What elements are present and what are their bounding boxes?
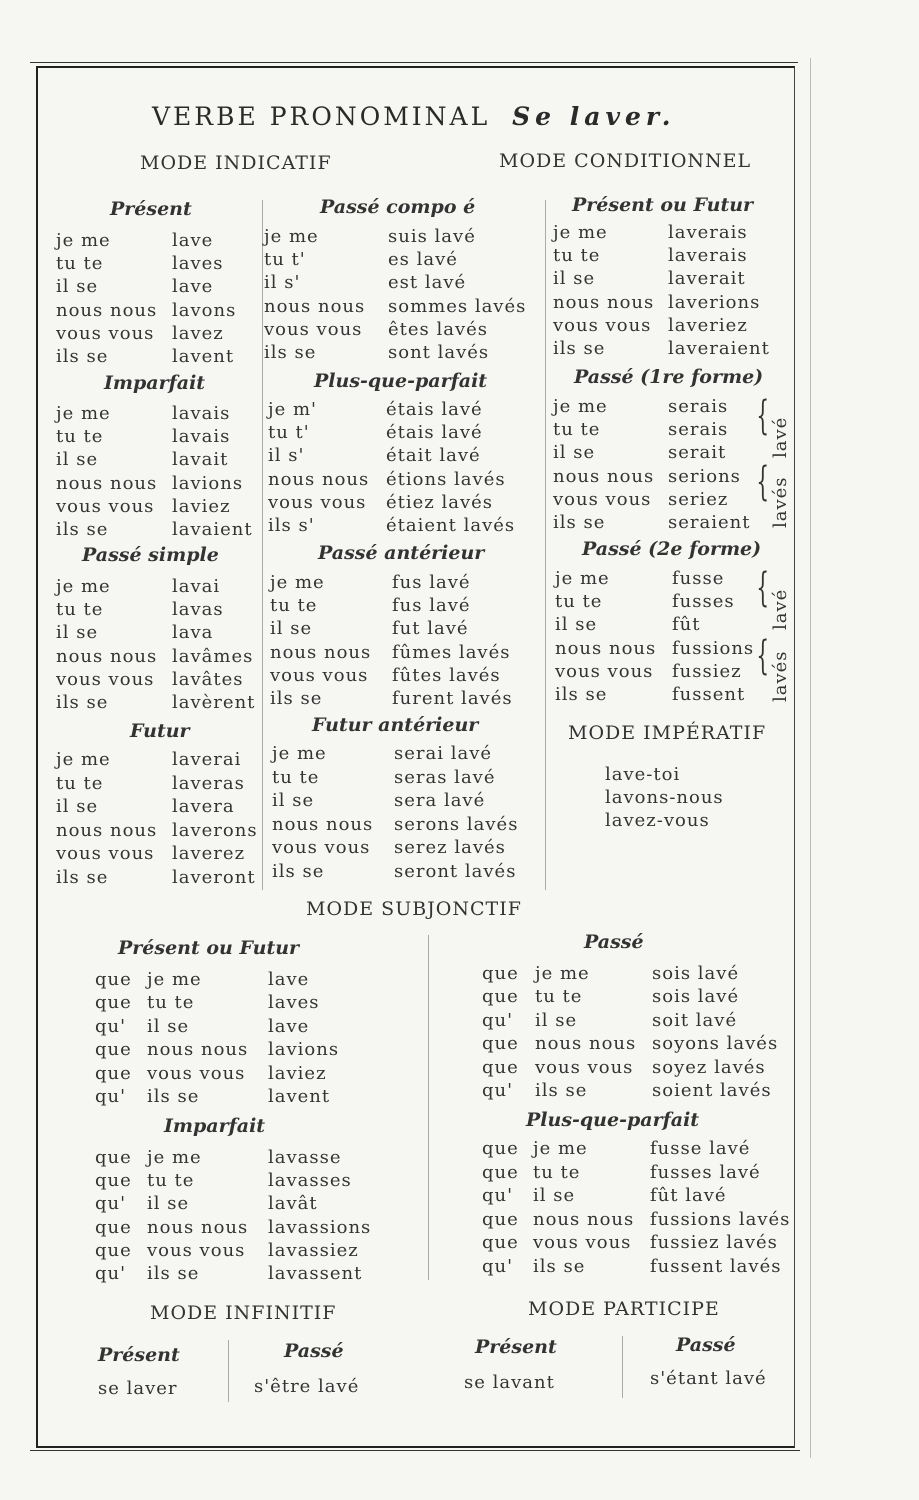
cond-present-cell: je me xyxy=(553,222,608,243)
subj-imparfait-cell: lavassiez xyxy=(268,1240,359,1261)
mode-imperatif-heading: MODE IMPÉRATIF xyxy=(568,722,767,744)
cond-p1-cell: nous nous xyxy=(553,466,655,487)
ind-pa-cell: fut lavé xyxy=(392,618,469,639)
cond-p2-cell: fussent xyxy=(672,684,746,705)
subj-passe-cell: que xyxy=(482,1033,519,1054)
subj-imparfait-cell: lavasses xyxy=(268,1170,352,1191)
mode-subjonctif-heading: MODE SUBJONCTIF xyxy=(306,898,522,920)
subj-present-cell: que xyxy=(95,1063,132,1084)
subj-present-cell: ils se xyxy=(147,1086,200,1107)
ind-imparfait-label: Imparfait xyxy=(104,372,206,394)
subj-present-cell: lavent xyxy=(268,1086,331,1107)
subj-passe-cell: nous nous xyxy=(535,1033,637,1054)
ind-imparfait-cell: vous vous xyxy=(56,496,155,517)
subj-passe-cell: tu te xyxy=(535,986,583,1007)
ind-pc-cell: est lavé xyxy=(388,272,467,293)
cond-p1-cell: seriez xyxy=(668,489,729,510)
ind-pqp-cell: étaient lavés xyxy=(386,515,516,536)
subj-pqp-label: Plus-que-parfait xyxy=(526,1109,700,1131)
subj-passe-cell: vous vous xyxy=(535,1057,634,1078)
brace: { xyxy=(756,565,770,611)
subj-imparfait-cell: que xyxy=(95,1147,132,1168)
subj-passe-cell: qu' xyxy=(482,1080,514,1101)
ind-fa-cell: ils se xyxy=(272,861,325,882)
ind-imparfait-cell: lavais xyxy=(172,426,231,447)
subj-passe-cell: qu' xyxy=(482,1010,514,1031)
subj-imparfait-cell: qu' xyxy=(95,1193,127,1214)
subj-imparfait-cell: que xyxy=(95,1217,132,1238)
cond-present-cell: vous vous xyxy=(553,315,652,336)
ind-ps-cell: lavèrent xyxy=(172,692,256,713)
ind-pqp-label: Plus-que-parfait xyxy=(314,370,488,392)
ind-fa-cell: serons lavés xyxy=(394,814,519,835)
ind-futur-cell: laverai xyxy=(172,749,242,770)
cond-p1-cell: serait xyxy=(668,442,727,463)
subj-passe-cell: que xyxy=(482,986,519,1007)
cond-p2-cell: fusses xyxy=(672,591,735,612)
column-separator xyxy=(228,1340,229,1402)
ind-present-cell: lave xyxy=(172,230,214,251)
ind-futur-cell: nous nous xyxy=(56,820,158,841)
subj-pqp-cell: vous vous xyxy=(533,1232,632,1253)
cond-p2-cell: fût xyxy=(672,614,701,635)
ind-pqp-cell: vous vous xyxy=(268,492,367,513)
ind-ps-label: Passé simple xyxy=(82,544,219,566)
ind-fa-cell: tu te xyxy=(272,767,320,788)
ind-pa-cell: fus lavé xyxy=(392,572,471,593)
subj-pqp-cell: je me xyxy=(533,1138,588,1159)
imperatif-form: lavez-vous xyxy=(605,810,710,831)
ind-pqp-cell: étions lavés xyxy=(386,469,506,490)
ind-pa-cell: fûtes lavés xyxy=(392,665,501,686)
cond-p2-cell: il se xyxy=(555,614,598,635)
subj-passe-cell: je me xyxy=(535,963,590,984)
cond-p2-cell: nous nous xyxy=(555,638,657,659)
ind-pa-cell: tu te xyxy=(270,595,318,616)
ind-imparfait-cell: il se xyxy=(56,449,99,470)
ind-pqp-cell: était lavé xyxy=(386,445,481,466)
ind-pa-cell: fus lavé xyxy=(392,595,471,616)
subj-present-cell: lave xyxy=(268,969,310,990)
ind-futur-cell: tu te xyxy=(56,773,104,794)
top-rule xyxy=(30,62,798,63)
ind-imparfait-cell: nous nous xyxy=(56,473,158,494)
cond-present-cell: il se xyxy=(553,268,596,289)
subj-pqp-cell: fusses lavé xyxy=(650,1162,761,1183)
ind-futur-cell: je me xyxy=(56,749,111,770)
ind-ps-cell: lavâtes xyxy=(172,669,244,690)
cond-p1-cell: je me xyxy=(553,396,608,417)
ind-futur-cell: laveras xyxy=(172,773,245,794)
subj-pqp-cell: que xyxy=(482,1232,519,1253)
subj-pqp-cell: que xyxy=(482,1162,519,1183)
subj-imparfait-cell: lavassions xyxy=(268,1217,372,1238)
mode-participe-heading: MODE PARTICIPE xyxy=(528,1298,720,1320)
ind-pa-cell: furent lavés xyxy=(392,688,513,709)
subj-passe-cell: il se xyxy=(535,1010,578,1031)
ind-pa-cell: je me xyxy=(270,572,325,593)
column-separator xyxy=(262,200,263,890)
ind-present-cell: laves xyxy=(172,253,224,274)
subj-passe-cell: que xyxy=(482,1057,519,1078)
ind-imparfait-cell: lavions xyxy=(172,473,244,494)
ind-fa-label: Futur antérieur xyxy=(312,714,479,736)
column-separator xyxy=(428,935,429,1280)
ind-pc-cell: il s' xyxy=(264,272,301,293)
subj-imparfait-cell: lavât xyxy=(268,1193,318,1214)
ind-pc-label: Passé compo é xyxy=(320,196,476,218)
ind-pc-cell: tu t' xyxy=(264,249,306,270)
ind-present-cell: lavez xyxy=(172,323,224,344)
subj-imparfait-cell: je me xyxy=(147,1147,202,1168)
cond-p2-cell: fusse xyxy=(672,568,725,589)
cond-p1-cell: serions xyxy=(668,466,741,487)
subj-imparfait-cell: tu te xyxy=(147,1170,195,1191)
column-separator xyxy=(622,1336,623,1398)
participe-passe-label: Passé xyxy=(676,1334,736,1356)
ind-pa-cell: vous vous xyxy=(270,665,369,686)
subj-present-cell: vous vous xyxy=(147,1063,246,1084)
cond-p1-cell: seraient xyxy=(668,512,751,533)
subj-pqp-cell: que xyxy=(482,1138,519,1159)
ind-pc-cell: je me xyxy=(264,226,319,247)
cond-p2-label: Passé (2e forme) xyxy=(582,538,762,560)
ind-pc-cell: ils se xyxy=(264,342,317,363)
cond-p2-cell: vous vous xyxy=(555,661,654,682)
subj-passe-cell: soient lavés xyxy=(652,1080,772,1101)
ind-present-cell: ils se xyxy=(56,346,109,367)
subj-imparfait-cell: qu' xyxy=(95,1263,127,1284)
subj-present-cell: qu' xyxy=(95,1016,127,1037)
cond-p1-cell: ils se xyxy=(553,512,606,533)
cond-p1-cell: serais xyxy=(668,419,729,440)
ind-pc-cell: es lavé xyxy=(388,249,458,270)
cond-p1-cell: tu te xyxy=(553,419,601,440)
ind-fa-cell: je me xyxy=(272,743,327,764)
ind-present-cell: il se xyxy=(56,276,99,297)
subj-present-label: Présent ou Futur xyxy=(118,937,300,959)
ind-imparfait-cell: lavais xyxy=(172,403,231,424)
ind-present-label: Présent xyxy=(110,198,192,220)
subj-present-cell: lave xyxy=(268,1016,310,1037)
subj-present-cell: lavions xyxy=(268,1039,340,1060)
p2-plural-participle: lavés xyxy=(770,650,791,702)
ind-pqp-cell: étais lavé xyxy=(386,399,483,420)
brace: { xyxy=(756,393,770,439)
subj-imparfait-cell: nous nous xyxy=(147,1217,249,1238)
subj-imparfait-cell: que xyxy=(95,1240,132,1261)
subj-passe-label: Passé xyxy=(584,931,644,953)
cond-p2-cell: je me xyxy=(555,568,610,589)
ind-imparfait-cell: tu te xyxy=(56,426,104,447)
subj-present-cell: qu' xyxy=(95,1086,127,1107)
subj-pqp-cell: que xyxy=(482,1209,519,1230)
ind-ps-cell: vous vous xyxy=(56,669,155,690)
subj-pqp-cell: tu te xyxy=(533,1162,581,1183)
subj-pqp-cell: il se xyxy=(533,1185,576,1206)
subj-present-cell: laves xyxy=(268,992,320,1013)
cond-present-cell: laveriez xyxy=(668,315,748,336)
ind-futur-cell: laverez xyxy=(172,843,246,864)
participe-passe: s'étant lavé xyxy=(650,1368,767,1389)
ind-fa-cell: seras lavé xyxy=(394,767,496,788)
infinitif-present-label: Présent xyxy=(98,1344,180,1366)
cond-p2-cell: fussiez xyxy=(672,661,742,682)
subj-imparfait-cell: il se xyxy=(147,1193,190,1214)
infinitif-passe-label: Passé xyxy=(284,1340,344,1362)
column-separator xyxy=(545,200,546,890)
ind-ps-cell: lava xyxy=(172,622,214,643)
subj-imparfait-cell: lavasse xyxy=(268,1147,342,1168)
subj-passe-cell: soit lavé xyxy=(652,1010,738,1031)
ind-fa-cell: serez lavés xyxy=(394,837,506,858)
cond-p1-cell: il se xyxy=(553,442,596,463)
ind-ps-cell: nous nous xyxy=(56,646,158,667)
ind-ps-cell: lavâmes xyxy=(172,646,254,667)
ind-fa-cell: il se xyxy=(272,790,315,811)
ind-pa-cell: il se xyxy=(270,618,313,639)
cond-present-cell: ils se xyxy=(553,338,606,359)
subj-pqp-cell: fût lavé xyxy=(650,1185,727,1206)
ind-present-cell: vous vous xyxy=(56,323,155,344)
ind-fa-cell: serai lavé xyxy=(394,743,493,764)
ind-pa-cell: nous nous xyxy=(270,642,372,663)
ind-ps-cell: il se xyxy=(56,622,99,643)
ind-ps-cell: lavai xyxy=(172,576,221,597)
subj-passe-cell: sois lavé xyxy=(652,986,740,1007)
ind-ps-cell: ils se xyxy=(56,692,109,713)
subj-present-cell: il se xyxy=(147,1016,190,1037)
subj-passe-cell: soyons lavés xyxy=(652,1033,779,1054)
imperatif-form: lave-toi xyxy=(605,764,681,785)
subj-imparfait-cell: que xyxy=(95,1170,132,1191)
subj-present-cell: nous nous xyxy=(147,1039,249,1060)
ind-pc-cell: vous vous xyxy=(264,319,363,340)
ind-futur-cell: laverons xyxy=(172,820,258,841)
cond-p2-cell: fussions xyxy=(672,638,755,659)
ind-imparfait-cell: je me xyxy=(56,403,111,424)
ind-fa-cell: sera lavé xyxy=(394,790,486,811)
mode-indicatif-heading: MODE INDICATIF xyxy=(140,152,332,174)
ind-imparfait-cell: lavaient xyxy=(172,519,253,540)
page-title: VERBE PRONOMINAL Se laver. xyxy=(152,102,676,131)
cond-p2-cell: ils se xyxy=(555,684,608,705)
ind-futur-cell: laveront xyxy=(172,867,256,888)
ind-present-cell: je me xyxy=(56,230,111,251)
subj-passe-cell: que xyxy=(482,963,519,984)
infinitif-passe: s'être lavé xyxy=(254,1376,360,1397)
subj-imparfait-cell: vous vous xyxy=(147,1240,246,1261)
subj-passe-cell: ils se xyxy=(535,1080,588,1101)
ind-pqp-cell: étiez lavés xyxy=(386,492,494,513)
p1-singular-participle: lavé xyxy=(770,416,791,458)
subj-imparfait-label: Imparfait xyxy=(164,1115,266,1137)
ind-present-cell: lavent xyxy=(172,346,235,367)
p1-plural-participle: lavés xyxy=(770,476,791,528)
subj-present-cell: je me xyxy=(147,969,202,990)
ind-pc-cell: suis lavé xyxy=(388,226,476,247)
ind-imparfait-cell: laviez xyxy=(172,496,231,517)
cond-present-label: Présent ou Futur xyxy=(572,194,754,216)
brace: { xyxy=(756,633,770,679)
ind-pqp-cell: je m' xyxy=(268,399,317,420)
subj-pqp-cell: fussions lavés xyxy=(650,1209,791,1230)
ind-pqp-cell: étais lavé xyxy=(386,422,483,443)
cond-present-cell: tu te xyxy=(553,245,601,266)
subj-pqp-cell: fussiez lavés xyxy=(650,1232,778,1253)
cond-present-cell: laverait xyxy=(668,268,746,289)
mode-infinitif-heading: MODE INFINITIF xyxy=(150,1302,337,1324)
subj-pqp-cell: qu' xyxy=(482,1185,514,1206)
ind-present-cell: tu te xyxy=(56,253,104,274)
ind-pa-label: Passé antérieur xyxy=(318,542,485,564)
ind-futur-cell: lavera xyxy=(172,796,235,817)
ind-pqp-cell: ils s' xyxy=(268,515,315,536)
bottom-rule xyxy=(30,1450,800,1451)
subj-present-cell: que xyxy=(95,1039,132,1060)
ind-pc-cell: sont lavés xyxy=(388,342,490,363)
cond-p1-cell: serais xyxy=(668,396,729,417)
ind-pc-cell: nous nous xyxy=(264,296,366,317)
ind-pqp-cell: tu t' xyxy=(268,422,310,443)
ind-pc-cell: sommes lavés xyxy=(388,296,527,317)
cond-p2-cell: tu te xyxy=(555,591,603,612)
imperatif-form: lavons-nous xyxy=(605,787,724,808)
ind-present-cell: nous nous xyxy=(56,300,158,321)
subj-pqp-cell: qu' xyxy=(482,1256,514,1277)
ind-imparfait-cell: ils se xyxy=(56,519,109,540)
participe-present: se lavant xyxy=(464,1372,555,1393)
cond-present-cell: laverions xyxy=(668,292,761,313)
brace: { xyxy=(756,459,770,505)
infinitif-present: se laver xyxy=(98,1378,178,1399)
subj-pqp-cell: fusse lavé xyxy=(650,1138,751,1159)
cond-p1-label: Passé (1re forme) xyxy=(574,366,764,388)
ind-pqp-cell: nous nous xyxy=(268,469,370,490)
subj-passe-cell: sois lavé xyxy=(652,963,740,984)
ind-present-cell: lave xyxy=(172,276,214,297)
subj-imparfait-cell: ils se xyxy=(147,1263,200,1284)
subj-pqp-cell: fussent lavés xyxy=(650,1256,782,1277)
ind-futur-cell: il se xyxy=(56,796,99,817)
subj-present-cell: que xyxy=(95,969,132,990)
subj-present-cell: laviez xyxy=(268,1063,327,1084)
ind-pc-cell: êtes lavés xyxy=(388,319,489,340)
ind-pqp-cell: il s' xyxy=(268,445,305,466)
ind-ps-cell: je me xyxy=(56,576,111,597)
p2-singular-participle: lavé xyxy=(770,588,791,630)
cond-present-cell: laverais xyxy=(668,245,748,266)
cond-present-cell: laveraient xyxy=(668,338,770,359)
ind-futur-cell: ils se xyxy=(56,867,109,888)
cond-present-cell: nous nous xyxy=(553,292,655,313)
participe-present-label: Présent xyxy=(475,1336,557,1358)
subj-imparfait-cell: lavassent xyxy=(268,1263,363,1284)
ind-fa-cell: vous vous xyxy=(272,837,371,858)
subj-pqp-cell: ils se xyxy=(533,1256,586,1277)
ind-futur-cell: vous vous xyxy=(56,843,155,864)
ind-pa-cell: ils se xyxy=(270,688,323,709)
cond-p1-cell: vous vous xyxy=(553,489,652,510)
subj-pqp-cell: nous nous xyxy=(533,1209,635,1230)
ind-ps-cell: lavas xyxy=(172,599,224,620)
ind-ps-cell: tu te xyxy=(56,599,104,620)
ind-imparfait-cell: lavait xyxy=(172,449,229,470)
subj-present-cell: que xyxy=(95,992,132,1013)
ind-fa-cell: seront lavés xyxy=(394,861,517,882)
page-edge xyxy=(810,58,817,1458)
ind-pa-cell: fûmes lavés xyxy=(392,642,511,663)
ind-fa-cell: nous nous xyxy=(272,814,374,835)
subj-present-cell: tu te xyxy=(147,992,195,1013)
subj-passe-cell: soyez lavés xyxy=(652,1057,766,1078)
ind-present-cell: lavons xyxy=(172,300,237,321)
ind-futur-label: Futur xyxy=(130,720,190,742)
mode-conditionnel-heading: MODE CONDITIONNEL xyxy=(499,150,752,172)
cond-present-cell: laverais xyxy=(668,222,748,243)
